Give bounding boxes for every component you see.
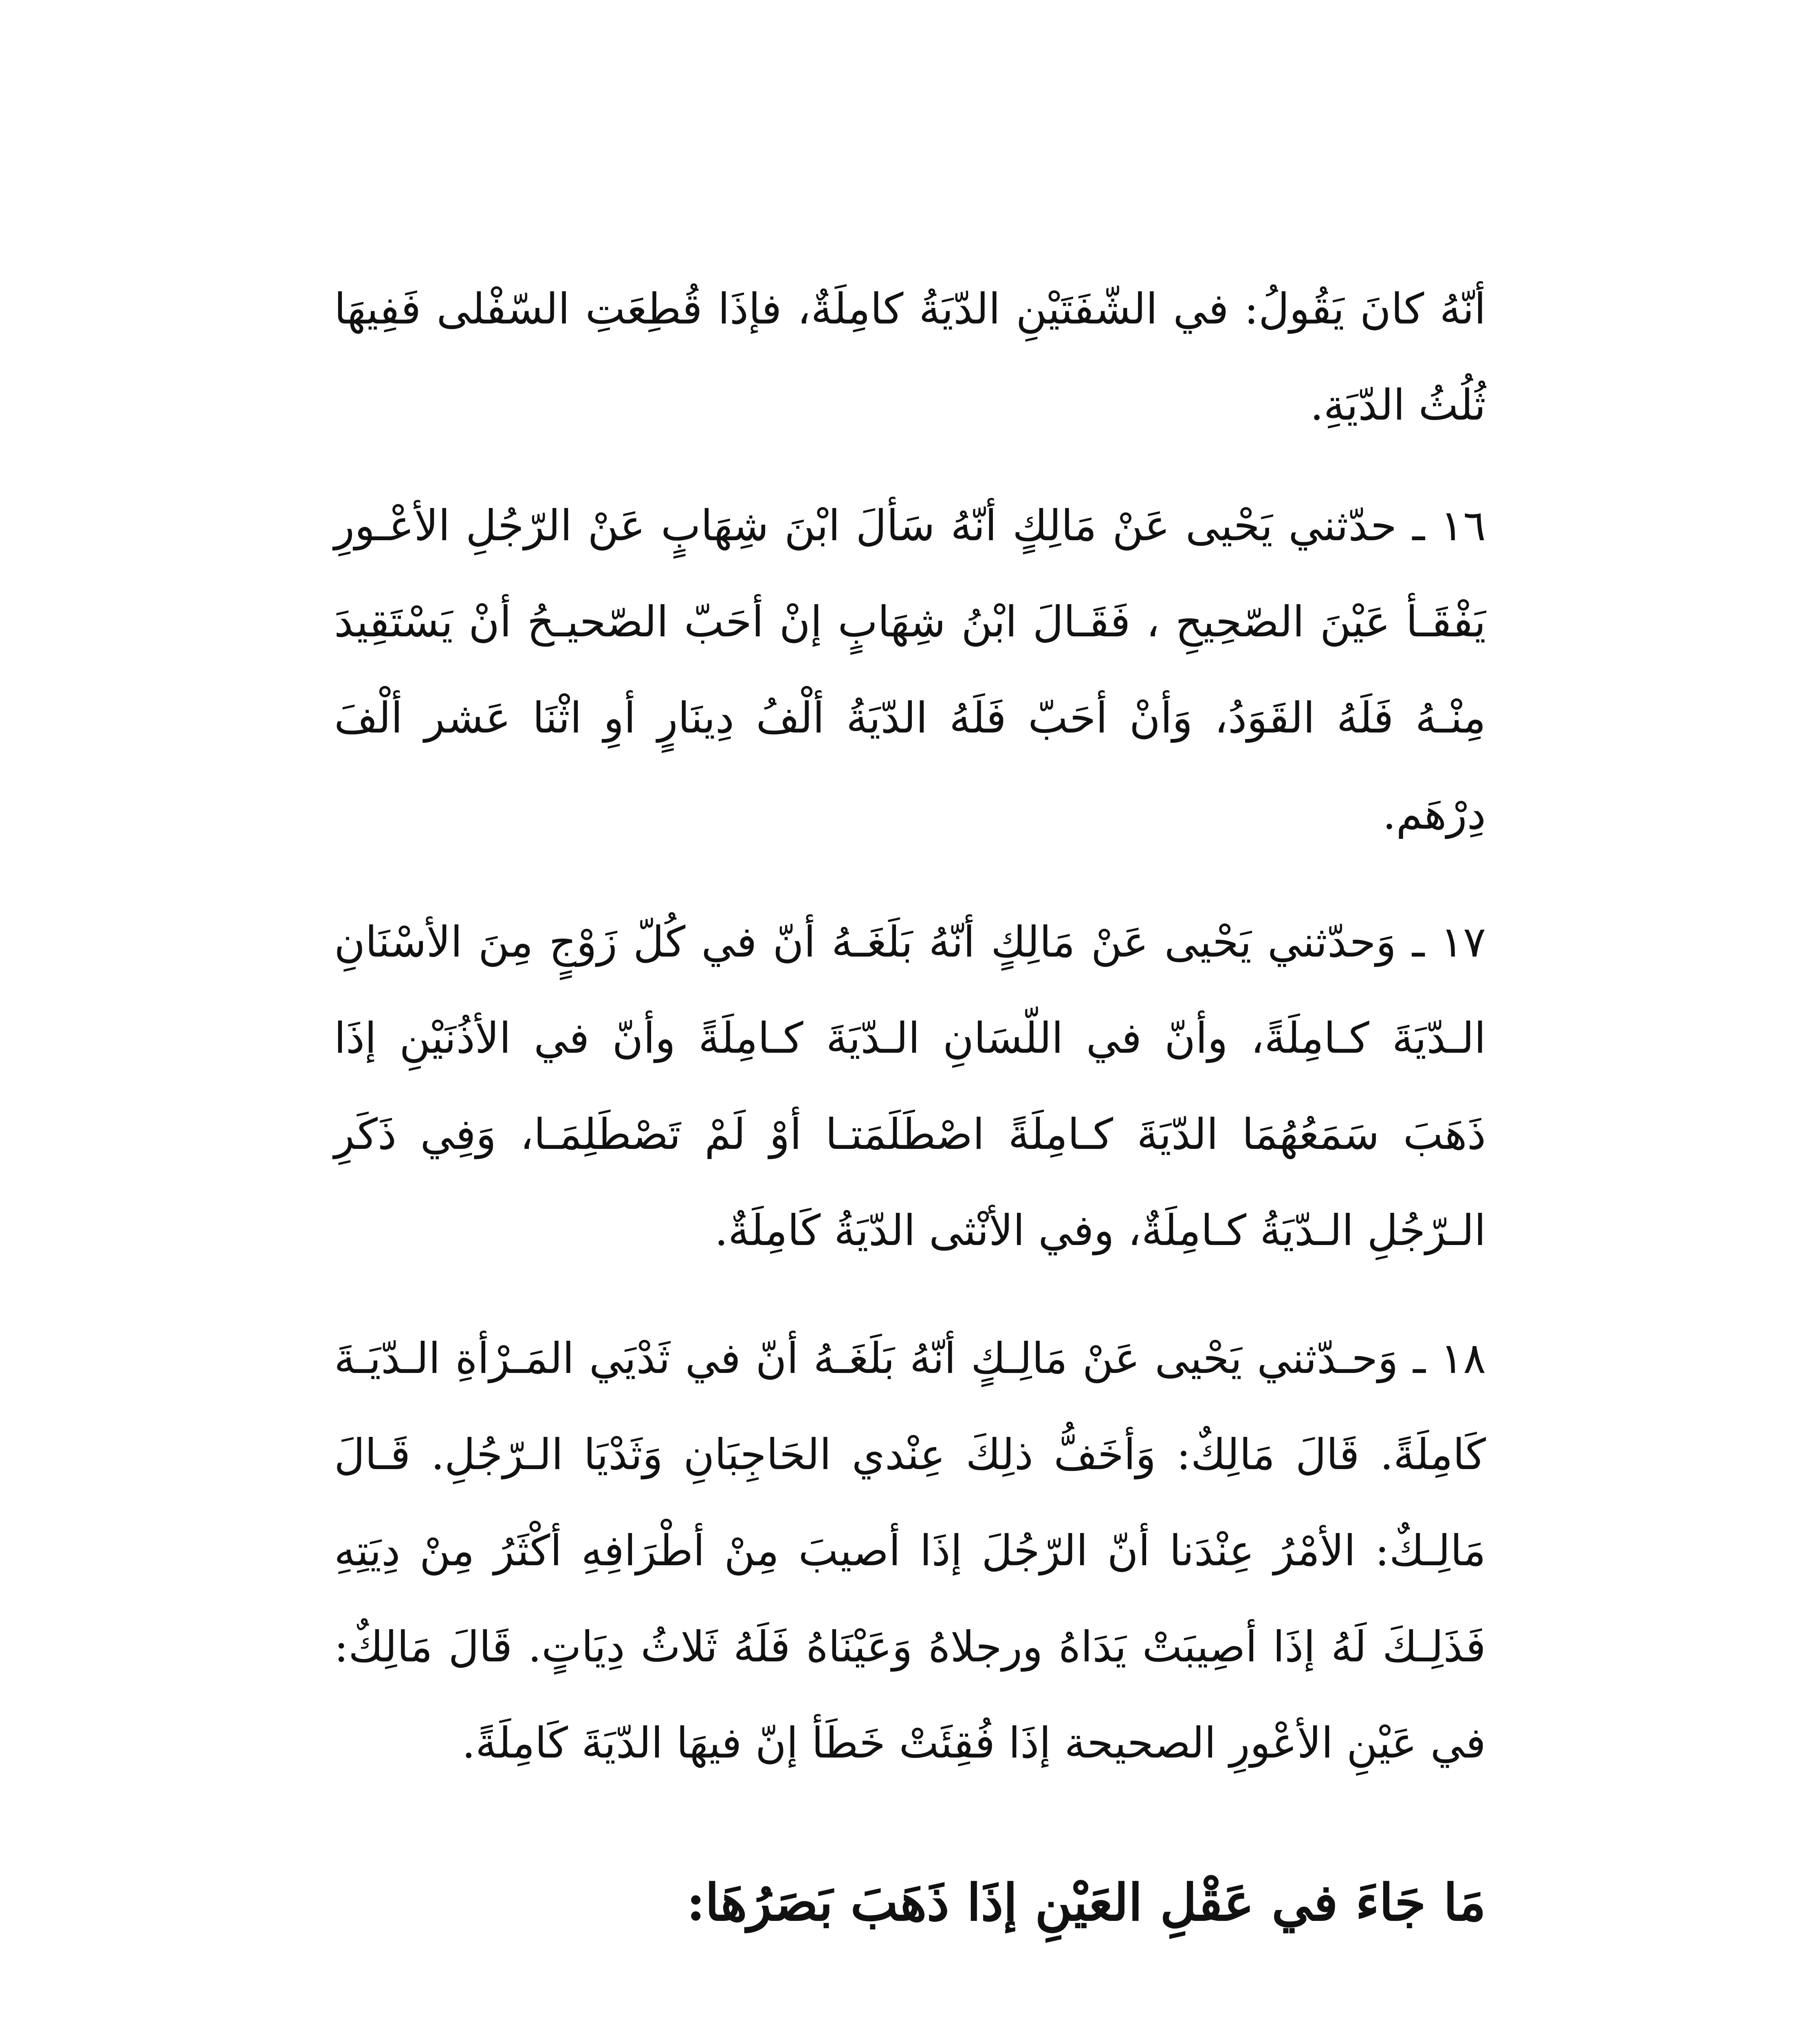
paragraph-17: ١٧ ـ وَحدّثني يَحْيى عَنْ مَالِكٍ أنّهُ بَلَغَـهُ أنّ في كُلّ زَوْجٍ مِنَ الأسْنَانِ الـدّيَةَ كـامِلَةً، وأنّ في اللّسَانِ الـدّيَةَ كـامِلَةً وأنّ في الأذُنَيْنِ إذَا ذَهَبَ سَمَعُهُمَا الدّيَةَ كـامِلَةً اصْطَلَمَتـا أوْ لَمْ تَصْطَلِمَـا، وَفِي ذَكَرِ الـرّجُلِ الـدّيَةُ كـامِلَةٌ، وفي الأنْثى الدّيَةُ كَامِلَةٌ. xyxy=(334,917,1486,1255)
paragraph-16: ١٦ ـ حدّثني يَحْيى عَنْ مَالِكٍ أنّهُ سَألَ ابْنَ شِهَابٍ عَنْ الرّجُلِ الأعْـورِ يَفْقَـأ عَيْنَ الصّحِيحِ ، فَقَـالَ ابْنُ شِهَابٍ إنْ أحَبّ الصّحيـحُ أنْ يَسْتَقِيدَ مِنْـهُ فَلَهُ القَوَدُ، وَأنْ أحَبّ فَلَهُ الدّيَةُ ألْفُ دِينَارٍ أوِ اثْنَا عَشر ألْفَ دِرْهَم. xyxy=(334,501,1486,839)
section-heading: مَا جَاءَ في عَقْلِ العَيْنِ إذَا ذَهَبَ بَصَرُهَا: xyxy=(686,1873,1486,1932)
paragraph-continuation: أنّهُ كانَ يَقُولُ: في الشّفَتَيْنِ الدّيَةُ كامِلَةٌ، فإذَا قُطِعَتِ السّفْلى فَفِيهَا ثُلُثُ الدّيَةِ. xyxy=(334,284,1486,430)
paragraph-19 xyxy=(334,2015,1486,2037)
text-column xyxy=(334,261,1486,2037)
paragraph-18: ١٨ ـ وَحـدّثني يَحْيى عَنْ مَالِـكٍ أنّهُ بَلَغَـهُ أنّ في ثَدْيَي المَـرْأةِ الـدّيَـةَ كَامِلَةً. قَالَ مَالِكٌ: وَأخَفُّ ذلِكَ عِنْدي الحَاجِبَانِ وَثَدْيَا الـرّجُلِ. قَـالَ مَالِـكٌ: الأمْرُ عِنْدَنا أنّ الرّجُلَ إذَا أصيبَ مِنْ أطْرَافِهِ أكْثَرُ مِنْ دِيَتِهِ فَذَلِـكَ لَهُ إذَا أصِيبَتْ يَدَاهُ ورجلاهُ وَعَيْنَاهُ فَلَهُ ثَلاثُ دِيَاتٍ. قَالَ مَالِكٌ: في عَيْنِ الأعْورِ الصحيحة إذَا فُقِئَتْ خَطَأ إنّ فيهَا الدّيَةَ كَامِلَةً. xyxy=(334,1333,1486,1768)
